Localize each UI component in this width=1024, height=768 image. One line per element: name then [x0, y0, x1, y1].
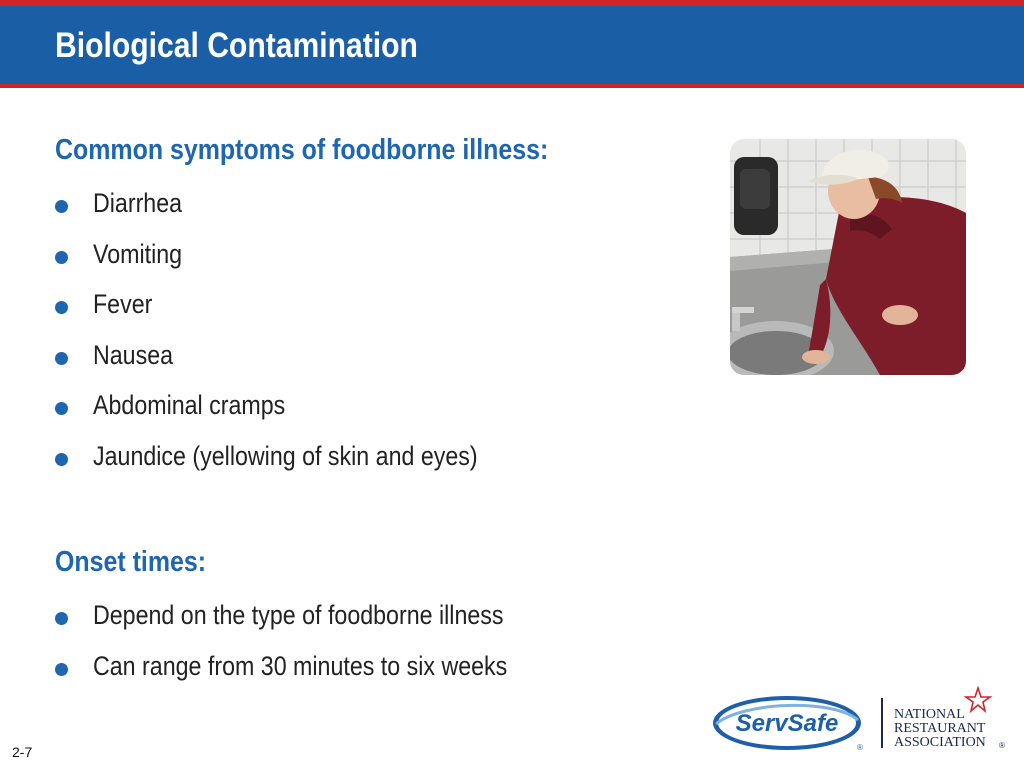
symptoms-heading: Common symptoms of foodborne illness: [55, 134, 549, 166]
bullet-dot-icon [55, 200, 68, 213]
bullet-dot-icon [55, 301, 68, 314]
bullet-dot-icon [55, 612, 68, 625]
symptom-text: Vomiting [93, 238, 183, 269]
onset-text: Can range from 30 minutes to six weeks [93, 650, 508, 681]
svg-text:®: ® [999, 741, 1005, 750]
servsafe-logo [713, 696, 863, 752]
symptom-text: Nausea [93, 339, 174, 370]
page-number: 2-7 [12, 744, 33, 760]
onset-heading: Onset times: [55, 546, 207, 578]
slide-title: Biological Contamination [55, 26, 418, 65]
servsafe-logo-text: ServSafe [735, 710, 839, 737]
symptom-text: Diarrhea [93, 188, 183, 218]
bullet-dot-icon [55, 453, 68, 466]
bullet-dot-icon [55, 402, 68, 415]
symptom-text: Fever [93, 289, 153, 320]
ill-worker-photo [730, 139, 966, 375]
header-bottom-stripe [0, 84, 1024, 88]
footer-logos [712, 684, 1012, 756]
onset-text: Depend on the type of foodborne illness [93, 600, 504, 630]
nra-line3: ASSOCIATION [894, 735, 986, 750]
bullet-dot-icon [55, 352, 68, 365]
nra-line1: NATIONAL [894, 707, 965, 722]
svg-text:®: ® [857, 743, 863, 752]
bullet-dot-icon [55, 251, 68, 264]
symptom-text: Jaundice (yellowing of skin and eyes) [93, 440, 478, 471]
nra-star-logo [894, 688, 1005, 750]
bullet-dot-icon [55, 663, 68, 676]
nra-line2: RESTAURANT [894, 721, 986, 736]
symptom-text: Abdominal cramps [93, 390, 286, 421]
